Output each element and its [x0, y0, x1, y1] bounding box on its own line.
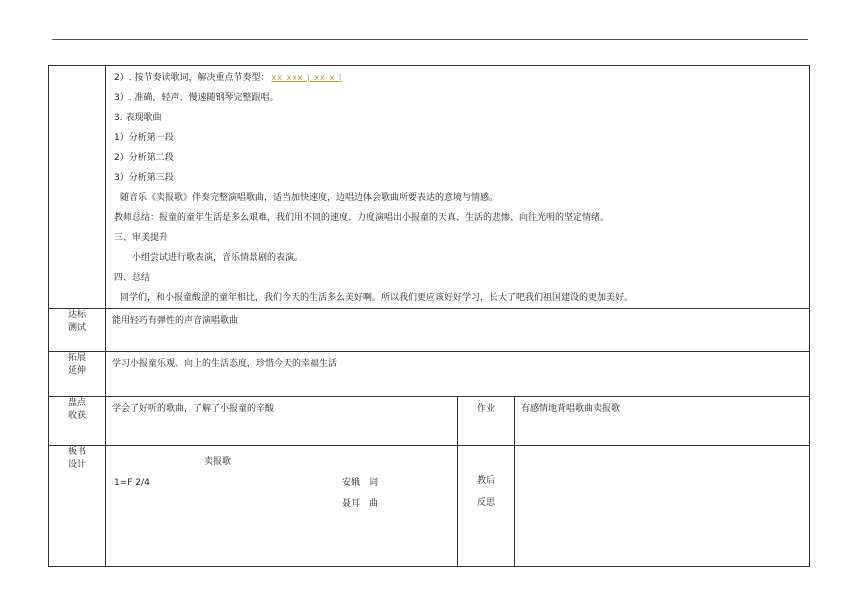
sing-with-accompaniment: 随音乐《卖报歌》伴奏完整演唱歌曲，适当加快速度，边唱边体会歌曲所要表达的意境与情感。: [120, 193, 499, 203]
extension-content: [106, 352, 810, 397]
teaching-process-content: [106, 66, 810, 309]
step-rhythm-reading: [106, 68, 809, 88]
board-label-top: 板书: [67, 447, 86, 457]
test-label: [49, 309, 106, 352]
summary-label-top: 盘点: [67, 398, 86, 408]
analyze-verse-3: 3）分析第三段: [114, 173, 174, 183]
reflection-label: [458, 446, 515, 567]
reflection-content: [515, 446, 810, 567]
section-conclusion: 四、总结: [114, 273, 151, 283]
board-song-title: 卖报歌: [204, 457, 232, 467]
page-header-rule: [52, 39, 808, 40]
group-performance: 小组尝试进行歌表演，音乐情景剧的表演。: [132, 253, 304, 263]
summary-content: [106, 397, 458, 446]
test-row: [49, 309, 810, 352]
extension-label: [49, 352, 106, 397]
analyze-verse-1: 1）分析第一段: [114, 133, 174, 143]
board-composer: 聂耳 曲: [342, 499, 379, 509]
section-perform-song: 3. 表现歌曲: [114, 113, 162, 123]
teacher-summary: 教师总结：报童的童年生活是多么艰难，我们用不同的速度、力度演唱出小报童的天真、生活的悲惨、向往光明的坚定情绪。: [114, 213, 610, 223]
extension-row: [49, 352, 810, 397]
conclusion-text: 同学们，和小报童酸涩的童年相比，我们今天的生活多么美好啊。所以我们更应该好好学习，长大了吧我们祖国建设的更加美好。: [120, 293, 634, 303]
board-design-row: [49, 446, 810, 567]
homework-content: [515, 397, 810, 446]
teaching-process-label-cell: [49, 66, 106, 309]
summary-label-bottom: 收获: [67, 411, 86, 421]
homework-label: 作业: [458, 397, 515, 446]
extension-label-bottom: 延伸: [67, 366, 86, 376]
homework-content-text: 有感情地背唱歌曲卖报歌: [521, 404, 621, 414]
section-aesthetic: 三、审美提升: [114, 233, 169, 243]
board-label-bottom: 设计: [67, 460, 86, 470]
summary-content-text: 学会了好听的歌曲，了解了小报童的辛酸: [112, 404, 275, 414]
test-label-top: 达标: [67, 310, 86, 320]
summary-row: [49, 397, 810, 446]
board-key-signature: 1=F 2/4: [114, 478, 150, 488]
board-lyricist: 安娥 词: [342, 478, 379, 488]
lesson-plan-table: [48, 65, 810, 567]
step-follow-singing: 3）. 准确，轻声、慢速随钢琴完整跟唱。: [114, 93, 279, 103]
reflection-label-bottom: 反思: [476, 498, 495, 508]
teaching-process-row: [49, 66, 810, 309]
test-content: [106, 309, 810, 352]
analyze-verse-2: 2）分析第二段: [114, 153, 174, 163]
test-label-bottom: 测试: [67, 323, 86, 333]
board-content: [106, 446, 458, 567]
extension-label-top: 拓展: [67, 353, 86, 363]
test-content-text: 能用轻巧有弹性的声音演唱歌曲: [112, 316, 239, 326]
step-rhythm-text: 2）. 按节奏读歌词，解决重点节奏型：: [114, 73, 270, 83]
rhythm-notation: xx xxx | xx x |: [271, 73, 343, 82]
board-label: [49, 446, 106, 567]
summary-label: [49, 397, 106, 446]
extension-content-text: 学习小报童乐观、向上的生活态度，珍惜今天的幸福生活: [112, 359, 338, 369]
reflection-label-top: 教后: [476, 476, 495, 486]
